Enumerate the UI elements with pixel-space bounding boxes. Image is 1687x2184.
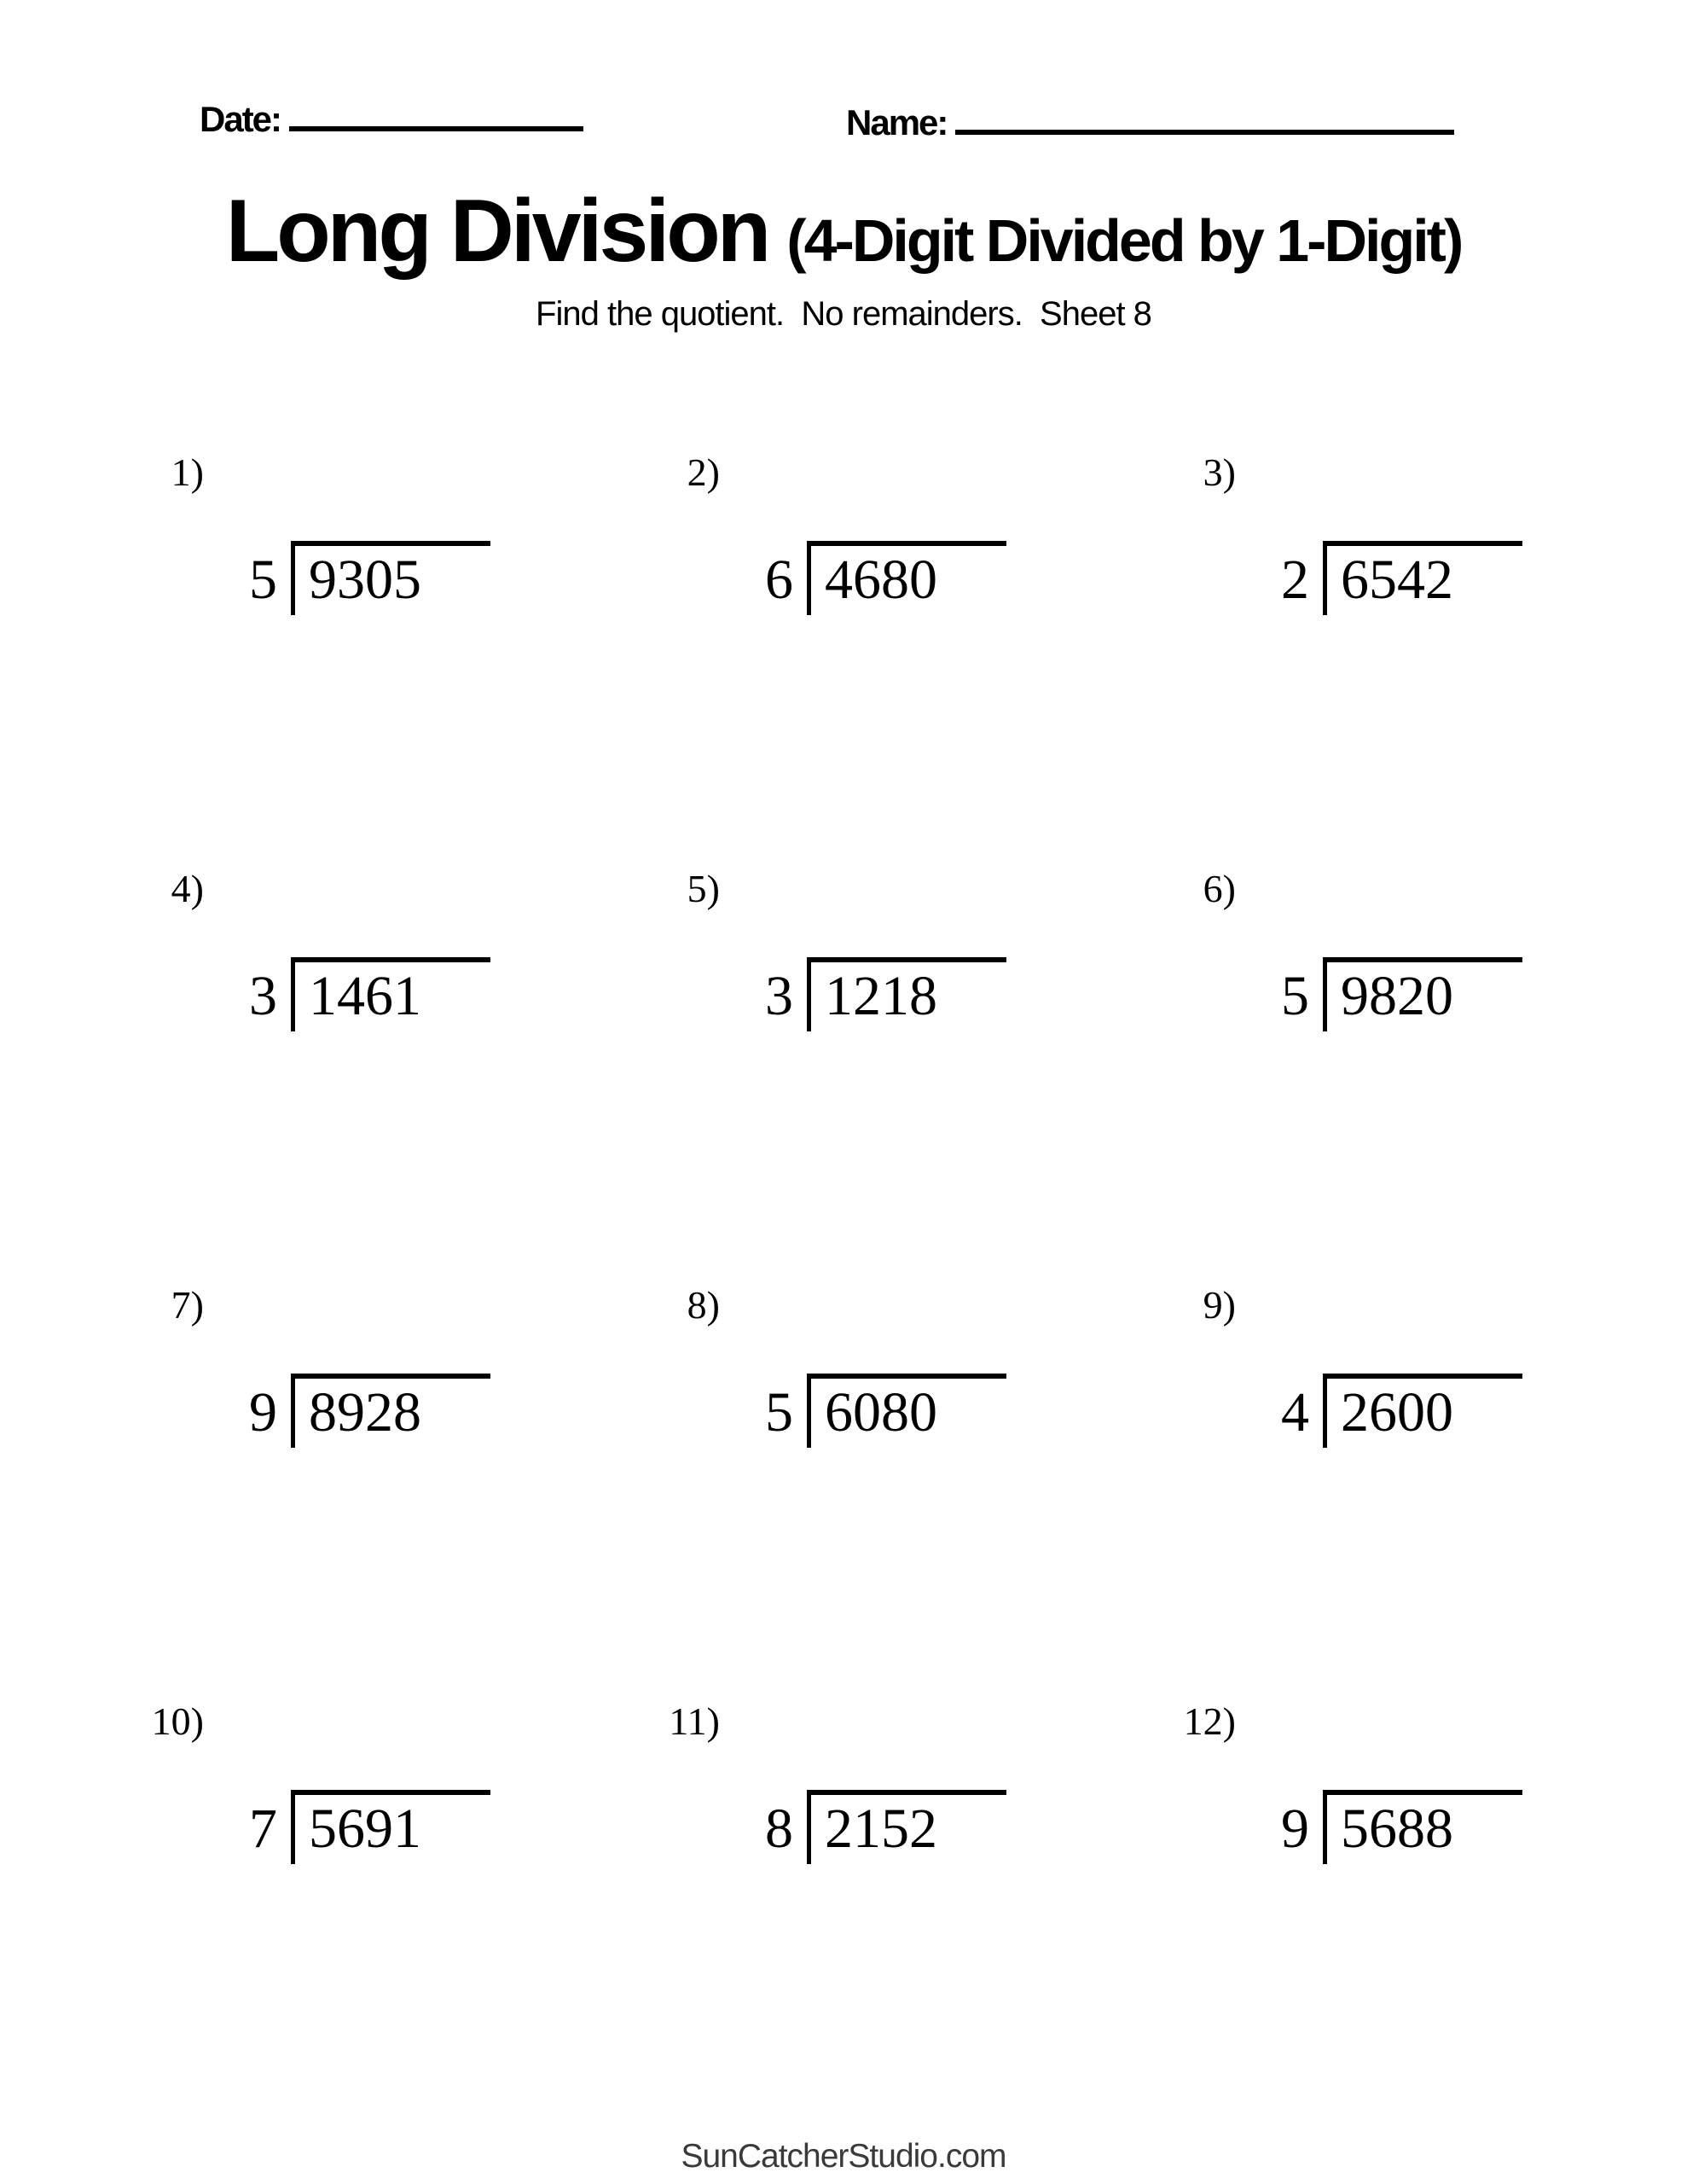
dividend: 6542 xyxy=(1323,541,1522,615)
problem-7 xyxy=(171,1283,691,1701)
problem-number: 10) xyxy=(151,1699,204,1743)
divisor: 9 xyxy=(249,1381,277,1443)
title-suffix: (4-Digit Divided by 1-Digit) xyxy=(786,207,1462,274)
dividend: 5688 xyxy=(1323,1790,1522,1864)
name-label: Name: xyxy=(846,102,948,142)
long-division-bracket xyxy=(175,957,691,1031)
problem-number: 5) xyxy=(687,867,720,910)
footer xyxy=(0,2138,1687,2175)
problem-10 xyxy=(151,1699,691,2117)
date-field xyxy=(200,99,583,140)
dividend: 8928 xyxy=(291,1374,490,1448)
divisor: 6 xyxy=(765,549,793,611)
long-division-bracket xyxy=(691,957,1207,1031)
dividend: 1461 xyxy=(291,957,490,1031)
problem-3 xyxy=(1203,450,1687,868)
page-title xyxy=(0,181,1687,282)
problem-8 xyxy=(687,1283,1207,1701)
problem-11 xyxy=(669,1699,1207,2117)
divisor: 4 xyxy=(1281,1381,1309,1443)
long-division-bracket xyxy=(1207,541,1687,615)
dividend: 9820 xyxy=(1323,957,1522,1031)
problem-number: 3) xyxy=(1203,450,1236,494)
problem-number: 7) xyxy=(171,1283,204,1327)
problem-number: 9) xyxy=(1203,1283,1236,1327)
long-division-bracket xyxy=(1207,957,1687,1031)
problem-12 xyxy=(1183,1699,1687,2117)
long-division-bracket xyxy=(691,541,1207,615)
problem-number: 6) xyxy=(1203,867,1236,910)
dividend: 6080 xyxy=(807,1374,1006,1448)
dividend: 1218 xyxy=(807,957,1006,1031)
problem-number: 2) xyxy=(687,450,720,494)
name-field xyxy=(846,102,1454,143)
dividend: 2600 xyxy=(1323,1374,1522,1448)
problem-2 xyxy=(687,450,1207,868)
dividend: 9305 xyxy=(291,541,490,615)
date-blank-line xyxy=(289,126,583,131)
problem-number: 12) xyxy=(1183,1699,1236,1743)
long-division-bracket xyxy=(691,1790,1207,1864)
long-division-bracket xyxy=(1207,1790,1687,1864)
divisor: 7 xyxy=(249,1798,277,1860)
title-main: Long Division xyxy=(225,182,768,281)
divisor: 3 xyxy=(765,965,793,1027)
long-division-bracket xyxy=(175,1790,691,1864)
divisor: 3 xyxy=(249,965,277,1027)
problem-1 xyxy=(171,450,691,868)
problem-4 xyxy=(171,867,691,1285)
dividend: 4680 xyxy=(807,541,1006,615)
problem-number: 11) xyxy=(669,1699,720,1743)
long-division-bracket xyxy=(691,1374,1207,1448)
page-subtitle: Find the quotient. No remainders. Sheet 8 xyxy=(536,295,1151,333)
problems-grid xyxy=(151,450,1687,2117)
problem-number: 1) xyxy=(171,450,204,494)
problem-9 xyxy=(1203,1283,1687,1701)
divisor: 5 xyxy=(249,549,277,611)
dividend: 5691 xyxy=(291,1790,490,1864)
problem-number: 4) xyxy=(171,867,204,910)
long-division-bracket xyxy=(175,1374,691,1448)
problem-5 xyxy=(687,867,1207,1285)
website-text: SunCatcherStudio.com xyxy=(681,2138,1006,2175)
divisor: 9 xyxy=(1281,1798,1309,1860)
problem-number: 8) xyxy=(687,1283,720,1327)
dividend: 2152 xyxy=(807,1790,1006,1864)
long-division-bracket xyxy=(1207,1374,1687,1448)
divisor: 8 xyxy=(765,1798,793,1860)
divisor: 5 xyxy=(1281,965,1309,1027)
problem-6 xyxy=(1203,867,1687,1285)
long-division-bracket xyxy=(175,541,691,615)
name-blank-line xyxy=(955,130,1454,135)
divisor: 2 xyxy=(1281,549,1309,611)
date-label: Date: xyxy=(200,99,281,139)
divisor: 5 xyxy=(765,1381,793,1443)
